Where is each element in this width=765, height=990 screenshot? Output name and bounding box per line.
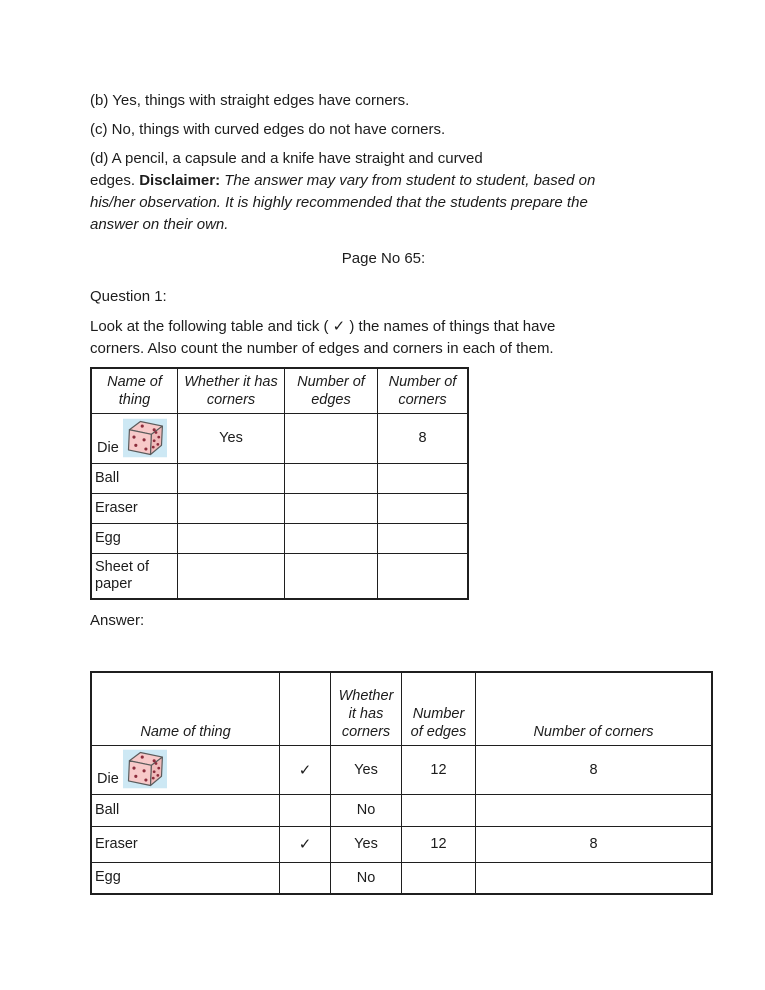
- question-label: Question 1:: [90, 288, 167, 305]
- cell-die-num-corners: 8: [378, 413, 469, 463]
- cell-egg-edges: [285, 523, 378, 553]
- disclaimer-text-line3: answer on their own.: [90, 216, 229, 233]
- question-text: [90, 316, 677, 360]
- header-number-of-corners: Number of corners: [378, 368, 469, 413]
- tick-mark-eraser: ✓: [280, 826, 331, 862]
- header-number-of-edges: Number of edges: [285, 368, 378, 413]
- cell-die-edges: [285, 413, 378, 463]
- answer-label: Answer:: [90, 612, 145, 629]
- cell-sheet-edges: [285, 553, 378, 599]
- tick-mark-egg: [280, 862, 331, 894]
- cell-egg-corners: [178, 523, 285, 553]
- table-row-eraser: [91, 493, 468, 523]
- die-image: [123, 749, 167, 789]
- header-name-of-thing: Name of thing: [91, 368, 178, 413]
- answer-paragraph-b: (b) Yes, things with straight edges have corners.: [90, 92, 410, 109]
- cell-sheet-corners: [178, 553, 285, 599]
- cell-name-eraser: Eraser: [91, 826, 280, 862]
- cell-sheet-num-corners: [378, 553, 469, 599]
- paragraph-d-line2: [90, 170, 677, 192]
- page-number-heading: Page No 65:: [341, 250, 426, 267]
- answer-table-header-row: [91, 672, 712, 745]
- answer-paragraph-c: (c) No, things with curved edges do not have corners.: [90, 121, 446, 138]
- header-number-of-corners: Number of corners: [476, 672, 713, 745]
- cell-ball-edges: [402, 794, 476, 826]
- cell-ball-num-corners: [378, 463, 469, 493]
- cell-name-die: Die: [91, 745, 280, 794]
- cell-name-sheet-of-paper: Sheet of paper: [91, 553, 178, 599]
- cell-ball-corners: No: [331, 794, 402, 826]
- question-table: [90, 367, 469, 600]
- cell-die-corners: Yes: [178, 413, 285, 463]
- paragraph-d-line1: (d) A pencil, a capsule and a knife have straight and curved: [90, 150, 483, 167]
- header-name-of-thing: Name of thing: [91, 672, 280, 745]
- answer-table: [90, 671, 713, 895]
- table-row-egg: [91, 523, 468, 553]
- cell-eraser-edges: 12: [402, 826, 476, 862]
- table-row-eraser: [91, 826, 712, 862]
- tick-mark-ball: [280, 794, 331, 826]
- cell-name-ball: Ball: [91, 794, 280, 826]
- cell-egg-corners: No: [331, 862, 402, 894]
- cell-egg-num-corners: [378, 523, 469, 553]
- cell-name-ball: Ball: [91, 463, 178, 493]
- tick-mark-die: ✓: [280, 745, 331, 794]
- die-image: [123, 418, 167, 458]
- table-row-ball: [91, 794, 712, 826]
- cell-ball-num-corners: [476, 794, 713, 826]
- header-number-of-edges: Number of edges: [402, 672, 476, 745]
- table-row-die: [91, 413, 468, 463]
- cell-die-num-corners: 8: [476, 745, 713, 794]
- table-row-egg: [91, 862, 712, 894]
- disclaimer-text-line2: his/her observation. It is highly recommended that the students prepare the: [90, 194, 588, 211]
- cell-die-edges: 12: [402, 745, 476, 794]
- question-table-header-row: [91, 368, 468, 413]
- table-row-sheet-of-paper: [91, 553, 468, 599]
- cell-egg-edges: [402, 862, 476, 894]
- disclaimer-label: Disclaimer:: [139, 172, 221, 189]
- cell-name-egg: Egg: [91, 862, 280, 894]
- cell-eraser-num-corners: [378, 493, 469, 523]
- cell-egg-num-corners: [476, 862, 713, 894]
- cell-ball-edges: [285, 463, 378, 493]
- answer-paragraph-d: [90, 148, 677, 236]
- question-text-line1: Look at the following table and tick ( ✓ ) the names of things that have: [90, 318, 556, 335]
- header-whether-it-has-corners: Whether it has corners: [331, 672, 402, 745]
- cell-ball-corners: [178, 463, 285, 493]
- table-row-ball: [91, 463, 468, 493]
- cell-die-corners: Yes: [331, 745, 402, 794]
- cell-eraser-corners: [178, 493, 285, 523]
- disclaimer-text-line1: The answer may vary from student to student, based on: [220, 172, 596, 189]
- cell-name-eraser: Eraser: [91, 493, 178, 523]
- cell-name-die: Die: [91, 413, 178, 463]
- question-text-line2: corners. Also count the number of edges and corners in each of them.: [90, 340, 554, 357]
- cell-eraser-num-corners: 8: [476, 826, 713, 862]
- header-tick-column: [280, 672, 331, 745]
- table-row-die: [91, 745, 712, 794]
- cell-name-egg: Egg: [91, 523, 178, 553]
- cell-eraser-edges: [285, 493, 378, 523]
- cell-eraser-corners: Yes: [331, 826, 402, 862]
- paragraph-d-prefix: edges.: [90, 172, 140, 189]
- header-whether-it-has-corners: Whether it has corners: [178, 368, 285, 413]
